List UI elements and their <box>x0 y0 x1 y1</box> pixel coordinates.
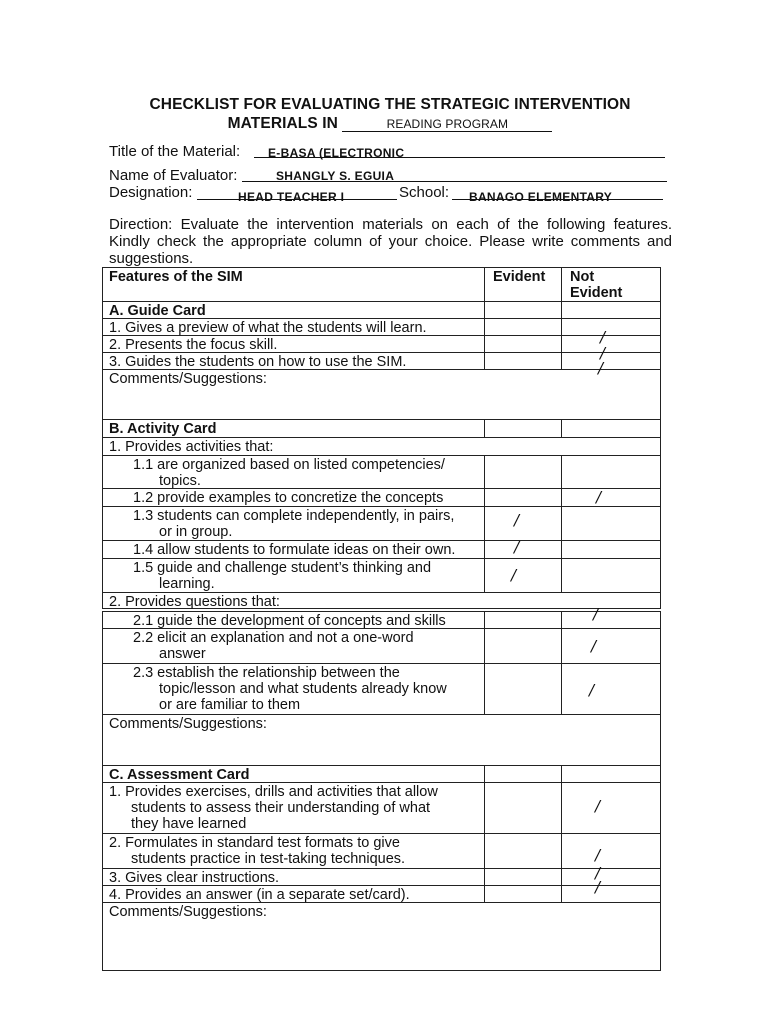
section-a-not-evident-cell[interactable] <box>562 302 660 318</box>
table-row <box>103 834 660 869</box>
not-evident-cell[interactable] <box>562 834 660 868</box>
check-mark: / <box>593 605 599 623</box>
not-evident-cell[interactable] <box>562 864 660 885</box>
evident-cell[interactable] <box>485 612 562 628</box>
section-b-header-row <box>103 420 660 438</box>
checklist-table-part2 <box>102 605 661 971</box>
row-label-line: or in group. <box>159 524 233 540</box>
check-mark: / <box>595 864 601 882</box>
check-mark: / <box>595 846 601 864</box>
row-label-line: students practice in test-taking techniques. <box>131 851 406 867</box>
evident-cell[interactable] <box>485 336 562 352</box>
check-mark: / <box>514 538 520 556</box>
material-title-label: Title of the Material: <box>109 143 241 160</box>
not-evident-cell[interactable] <box>562 605 660 628</box>
header-evident: Evident <box>485 268 562 301</box>
evaluator-label: Name of Evaluator: <box>109 167 238 184</box>
row-label-line: 1.1 are organized based on listed competencies/ <box>133 457 445 473</box>
row-label <box>103 834 485 868</box>
row-label: 2.1 guide the development of concepts and skills <box>103 612 485 628</box>
evident-cell[interactable] <box>485 319 562 335</box>
table-header-row <box>103 268 660 302</box>
evident-cell[interactable] <box>485 353 562 369</box>
not-evident-cell[interactable] <box>562 541 660 558</box>
section-a-title: A. Guide Card <box>103 302 485 318</box>
evident-cell[interactable] <box>485 507 562 540</box>
row-label-line: 2.3 establish the relationship between the <box>133 665 400 681</box>
row-label <box>103 507 485 540</box>
evident-cell[interactable] <box>485 538 562 558</box>
check-mark: / <box>514 511 520 529</box>
comments-row <box>103 715 660 766</box>
check-mark: / <box>600 328 606 346</box>
group-label: 2. Provides questions that: <box>109 594 280 610</box>
check-mark: / <box>589 681 595 699</box>
row-label-line: 1. Provides exercises, drills and activities that allow <box>109 784 438 800</box>
evident-cell[interactable] <box>485 869 562 885</box>
evident-cell[interactable] <box>485 489 562 506</box>
header-not-evident <box>562 268 668 301</box>
comments-row <box>103 370 660 420</box>
row-label-line: students to assess their understanding of what <box>131 800 431 816</box>
not-evident-cell[interactable] <box>562 489 660 506</box>
evident-cell[interactable] <box>485 559 562 592</box>
section-a-evident-cell[interactable] <box>485 302 562 318</box>
row-label <box>103 664 485 714</box>
table-row <box>103 456 660 489</box>
section-a-header-row <box>103 302 660 319</box>
designation-label: Designation: <box>109 184 193 201</box>
not-evident-cell[interactable] <box>562 328 660 352</box>
row-label <box>103 629 485 663</box>
check-mark: / <box>600 344 606 362</box>
row-label-line: 1.3 students can complete independently, in pairs, <box>133 508 455 524</box>
subtitle-prefix: MATERIALS IN <box>227 115 343 132</box>
section-b-title: B. Activity Card <box>103 420 485 437</box>
evident-cell[interactable] <box>485 664 562 714</box>
evident-cell[interactable] <box>485 629 562 663</box>
section-b-not-evident-cell[interactable] <box>562 420 660 437</box>
row-label: 1.2 provide examples to concretize the concepts <box>103 489 485 506</box>
program-field[interactable]: READING PROGRAM <box>342 117 552 132</box>
table-row <box>103 605 660 629</box>
comments-row <box>103 903 660 970</box>
group-header-row <box>103 438 660 456</box>
row-label: 3. Gives clear instructions. <box>103 869 485 885</box>
evident-cell[interactable] <box>485 783 562 833</box>
direction-text: Direction: Evaluate the intervention materials on each of the following features. Kindly check the appropriate column of your choice. Please write comments and suggestions. <box>109 216 672 267</box>
comments-label: Comments/Suggestions: <box>109 904 267 920</box>
evident-cell[interactable] <box>485 834 562 868</box>
school-label: School: <box>399 184 450 201</box>
evident-cell[interactable] <box>485 456 562 488</box>
check-mark: / <box>596 488 602 506</box>
section-c-not-evident-cell[interactable] <box>562 766 660 782</box>
table-row <box>103 559 660 593</box>
table-row <box>103 864 660 886</box>
row-label: 4. Provides an answer (in a separate set/card). <box>103 886 485 902</box>
group-label: 1. Provides activities that: <box>109 439 274 455</box>
not-evident-cell[interactable] <box>562 559 660 592</box>
header-not-evident-line1: Not <box>570 269 595 285</box>
section-c-header-row <box>103 766 660 783</box>
document-title: CHECKLIST FOR EVALUATING THE STRATEGIC INTERVENTION <box>149 96 631 113</box>
table-row <box>103 664 660 715</box>
not-evident-cell[interactable] <box>562 344 660 377</box>
table-row <box>103 319 660 336</box>
row-label <box>103 783 485 833</box>
not-evident-cell[interactable] <box>562 783 660 833</box>
not-evident-cell[interactable] <box>562 664 660 714</box>
row-label-line: topic/lesson and what students already know <box>159 681 447 697</box>
check-mark: / <box>598 359 604 377</box>
section-c-evident-cell[interactable] <box>485 766 562 782</box>
comments-label: Comments/Suggestions: <box>109 716 267 732</box>
checklist-table-part1 <box>102 267 661 609</box>
row-label: 1.4 allow students to formulate ideas on their own. <box>103 541 485 558</box>
evaluator-field[interactable]: SHANGLY S. EGUIA <box>276 169 395 183</box>
row-label <box>103 559 485 592</box>
section-c-title: C. Assessment Card <box>103 766 485 782</box>
row-label-line: learning. <box>159 576 215 592</box>
row-label: 2. Presents the focus skill. <box>103 336 485 352</box>
table-row <box>103 489 660 507</box>
header-not-evident-line2: Evident <box>570 285 623 301</box>
not-evident-cell[interactable] <box>562 319 660 335</box>
material-title-field[interactable]: E-BASA (ELECTRONIC <box>268 146 405 160</box>
row-label: 3. Guides the students on how to use the SIM. <box>103 353 485 369</box>
school-field[interactable]: BANAGO ELEMENTARY <box>469 190 613 204</box>
comments-label: Comments/Suggestions: <box>109 371 267 387</box>
section-b-evident-cell[interactable] <box>485 420 562 437</box>
table-row <box>103 507 660 541</box>
row-label-line: 2. Formulates in standard test formats to give <box>109 835 400 851</box>
not-evident-cell[interactable] <box>562 507 660 540</box>
check-mark: / <box>595 797 601 815</box>
not-evident-cell[interactable] <box>562 878 660 902</box>
row-label-line: 2.2 elicit an explanation and not a one-word <box>133 630 414 646</box>
check-mark: / <box>511 566 517 584</box>
not-evident-cell[interactable] <box>562 629 660 663</box>
document-subtitle <box>100 115 680 133</box>
check-mark: / <box>591 637 597 655</box>
table-row <box>103 783 660 834</box>
group-header-row <box>103 593 660 609</box>
evident-cell[interactable] <box>485 886 562 902</box>
table-row <box>103 629 660 664</box>
row-label-line: they have learned <box>131 816 247 832</box>
row-label-line: or are familiar to them <box>159 697 301 713</box>
not-evident-cell[interactable] <box>562 456 660 488</box>
row-label: 1. Gives a preview of what the students will learn. <box>103 319 485 335</box>
table-row <box>103 538 660 559</box>
row-label-line: topics. <box>159 473 201 489</box>
header-feature: Features of the SIM <box>103 268 485 301</box>
row-label-line: answer <box>159 646 206 662</box>
row-label <box>103 456 485 488</box>
check-mark: / <box>595 878 601 896</box>
row-label-line: 1.5 guide and challenge student’s thinking and <box>133 560 432 576</box>
designation-field[interactable]: HEAD TEACHER I <box>238 190 345 204</box>
